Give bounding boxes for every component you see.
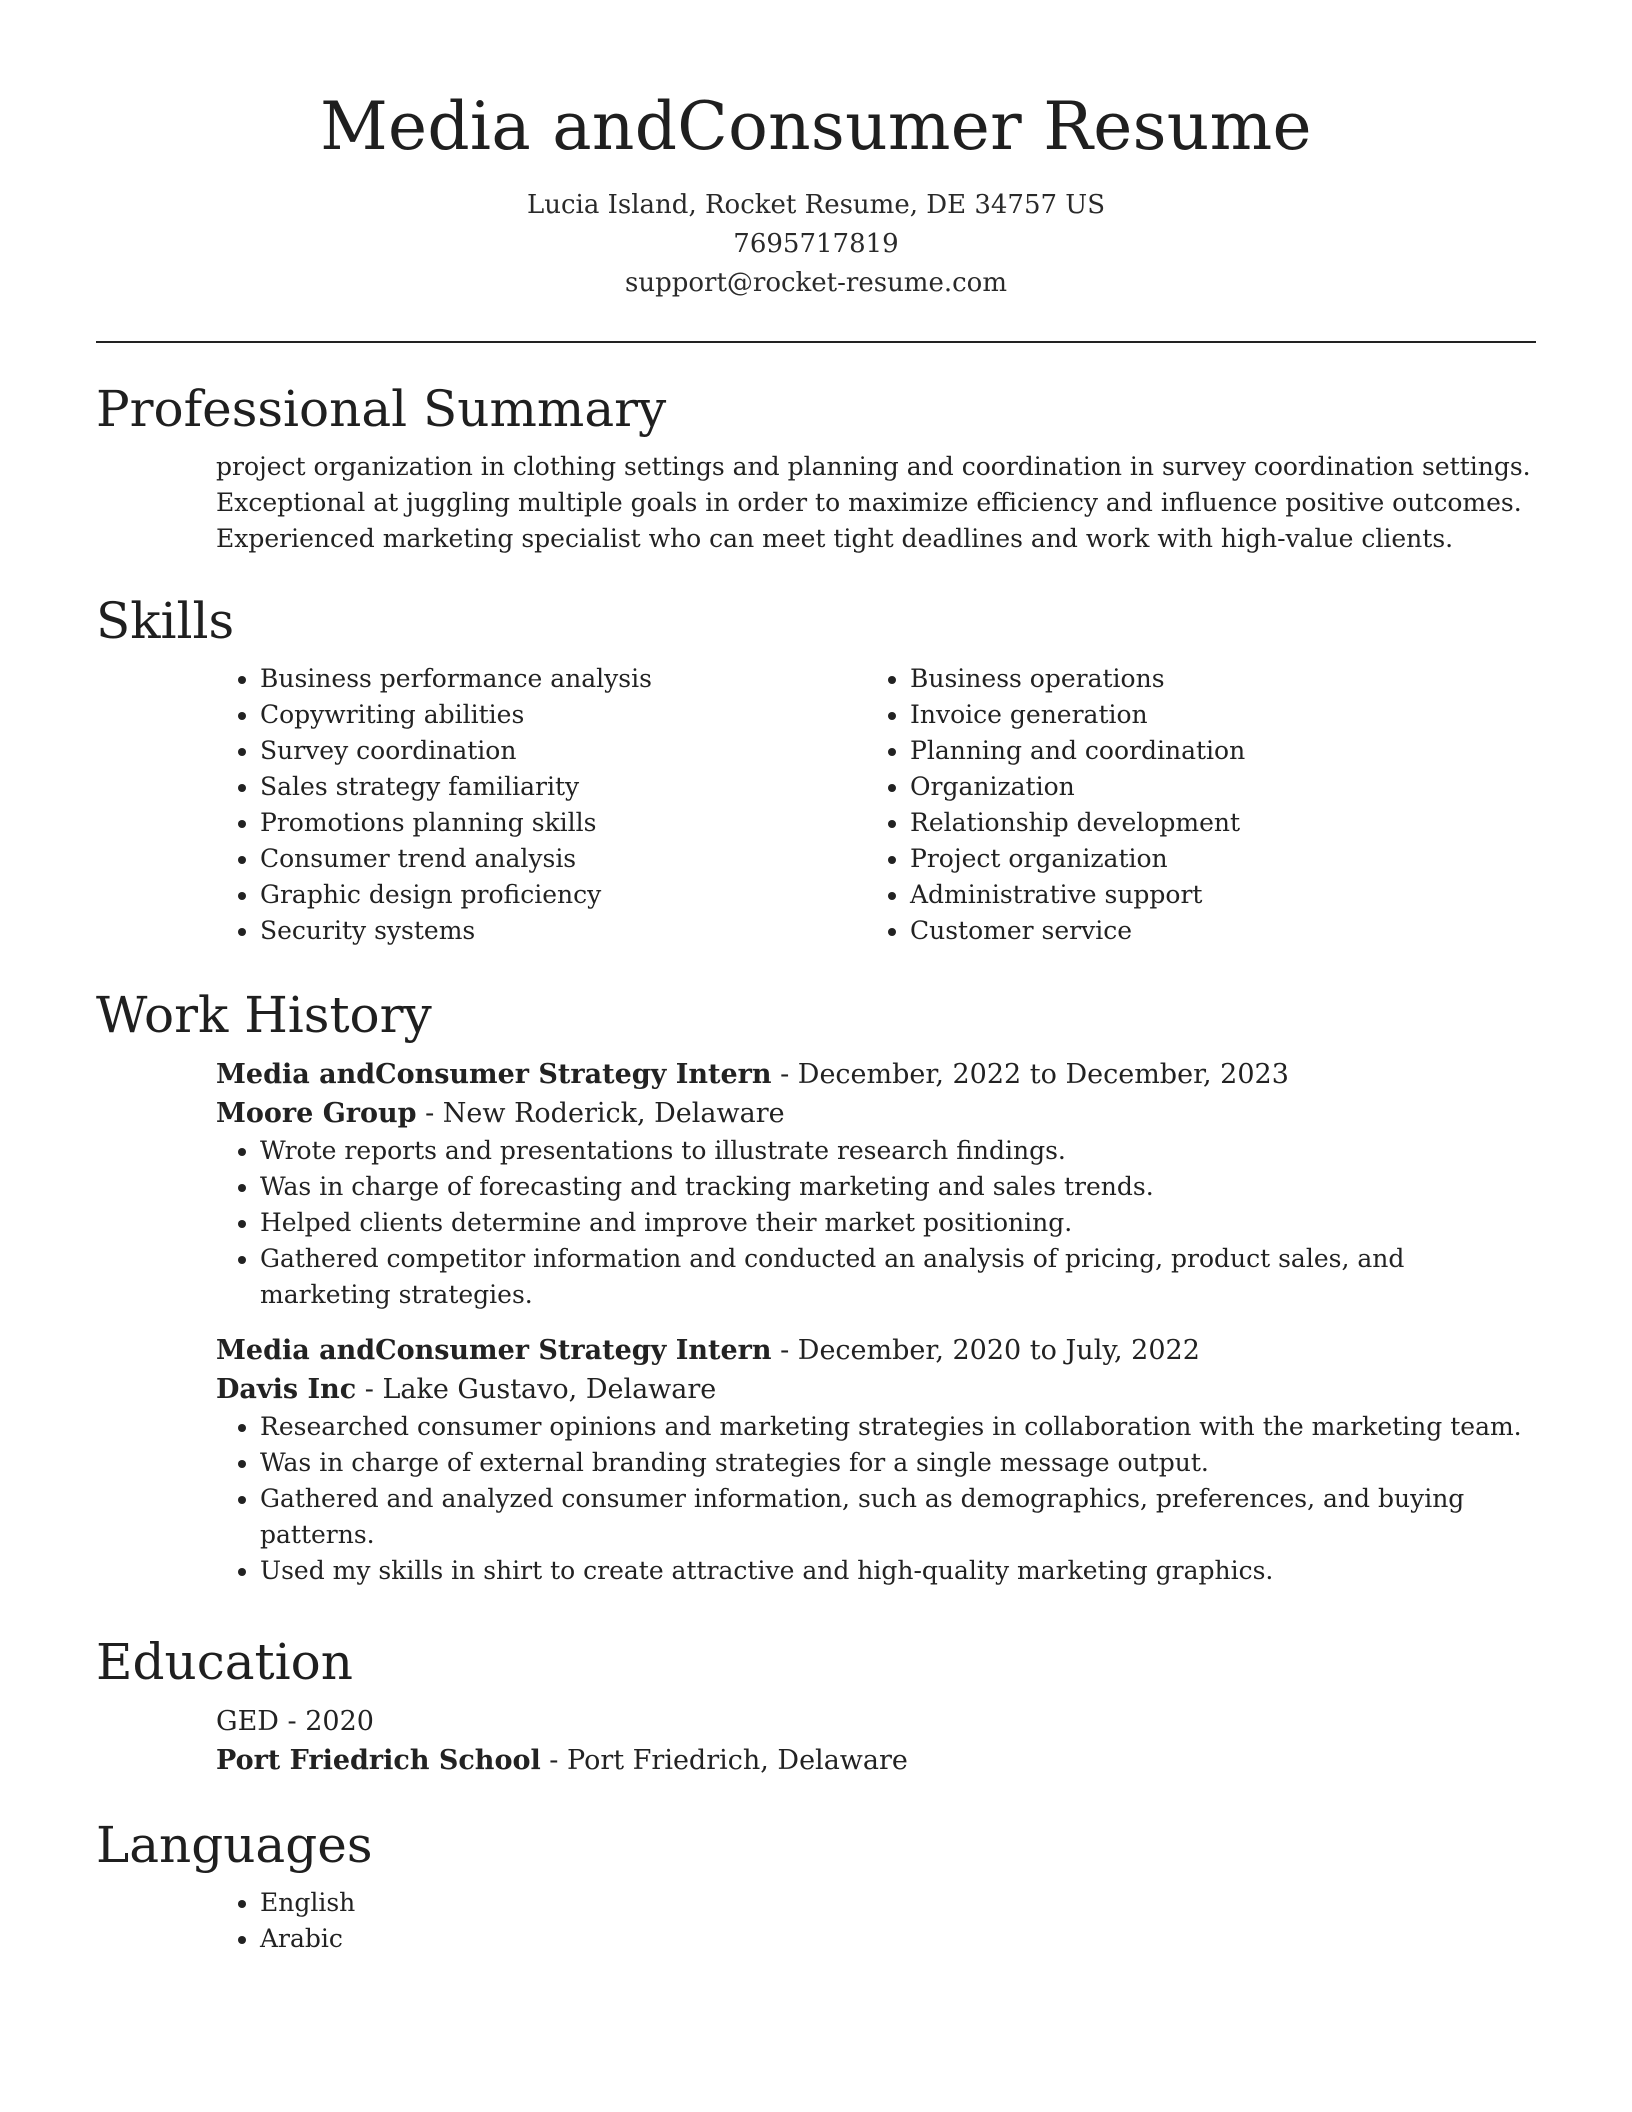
skill-item: • Promotions planning skills [260,805,866,841]
contact-info [0,186,1632,303]
skill-item: • Invoice generation [910,697,1516,733]
job-duty: • Was in charge of external branding strategies for a single message output. [260,1445,1536,1481]
skills-list-right [866,661,1516,949]
job-duty: • Helped clients determine and improve their market positioning. [260,1205,1536,1241]
skill-item: • Copywriting abilities [260,697,866,733]
summary-text [216,449,1536,557]
skills-columns [216,661,1536,949]
skill-item: • Security systems [260,913,866,949]
skills-section [96,589,1536,949]
job-duty: • Wrote reports and presentations to illustrate research findings. [260,1133,1536,1169]
education-year: - 2020 [278,1706,374,1737]
skill-item: • Relationship development [910,805,1516,841]
job-duties [216,1409,1536,1589]
job-duty: • Gathered competitor information and conducted an analysis of pricing, product sales, and marketing strategies. [260,1241,1536,1313]
summary-line: Exceptional at juggling multiple goals in order to maximize efficiency and influence positive outcomes. [216,488,1522,517]
education-degree-line [216,1702,1536,1741]
skills-column-right [866,661,1516,949]
job-dates: - December, 2020 to July, 2022 [771,1335,1200,1366]
job-company-line [216,1094,1536,1133]
education-body [216,1702,1536,1780]
languages-list [216,1885,1536,1957]
job-duty: • Researched consumer opinions and marketing strategies in collaboration with the marketing team. [260,1409,1536,1445]
language-item: • English [260,1885,1536,1921]
job-title-line [216,1331,1536,1370]
skill-item: • Survey coordination [260,733,866,769]
skill-item: • Customer service [910,913,1516,949]
skill-item: • Project organization [910,841,1516,877]
job-entry [216,1331,1536,1589]
work-history-body [216,1055,1536,1589]
languages-section [96,1813,1536,1957]
languages-heading: Languages [96,1816,373,1874]
education-degree: GED [216,1706,279,1737]
skill-item: • Business operations [910,661,1516,697]
job-location: - Lake Gustavo, Delaware [356,1374,717,1405]
job-duty: • Gathered and analyzed consumer information, such as demographics, preferences, and buying patterns. [260,1481,1536,1553]
skill-item: • Consumer trend analysis [260,841,866,877]
skills-heading: Skills [96,592,235,650]
contact-email: support@rocket-resume.com [624,268,1007,298]
skill-item: • Graphic design proficiency [260,877,866,913]
education-section [96,1630,1536,1780]
skills-column-left [216,661,866,949]
summary-section [96,377,1536,557]
work-history-heading: Work History [96,986,432,1044]
job-role: Media andConsumer Strategy Intern [216,1335,772,1366]
contact-address: Lucia Island, Rocket Resume, DE 34757 US [526,190,1106,220]
job-location: - New Roderick, Delaware [416,1098,785,1129]
job-entry [216,1055,1536,1313]
work-history-section [96,983,1536,1589]
job-dates: - December, 2022 to December, 2023 [771,1059,1289,1090]
job-company-line [216,1370,1536,1409]
education-heading: Education [96,1633,353,1691]
skill-item: • Organization [910,769,1516,805]
contact-phone: 7695717819 [733,229,899,259]
education-school-line [216,1741,1536,1780]
resume-name: Media andConsumer Resume [320,88,1312,165]
education-location: - Port Friedrich, Delaware [540,1745,908,1776]
skill-item: • Business performance analysis [260,661,866,697]
job-company: Moore Group [216,1098,417,1129]
job-duties [216,1133,1536,1313]
header-divider [96,341,1536,343]
job-role: Media andConsumer Strategy Intern [216,1059,772,1090]
job-company: Davis Inc [216,1374,357,1405]
skill-item: • Administrative support [910,877,1516,913]
summary-heading: Professional Summary [96,380,667,438]
languages-body [216,1885,1536,1957]
resume-header [0,0,1632,303]
skill-item: • Planning and coordination [910,733,1516,769]
job-title-line [216,1055,1536,1094]
skill-item: • Sales strategy familiarity [260,769,866,805]
summary-line: Experienced marketing specialist who can meet tight deadlines and work with high-value clients. [216,524,1454,553]
education-school: Port Friedrich School [216,1745,541,1776]
skills-list-left [216,661,866,949]
language-item: • Arabic [260,1921,1536,1957]
job-duty: • Used my skills in shirt to create attractive and high-quality marketing graphics. [260,1553,1536,1589]
summary-line: project organization in clothing settings and planning and coordination in survey coordination settings. [216,452,1531,481]
job-duty: • Was in charge of forecasting and tracking marketing and sales trends. [260,1169,1536,1205]
